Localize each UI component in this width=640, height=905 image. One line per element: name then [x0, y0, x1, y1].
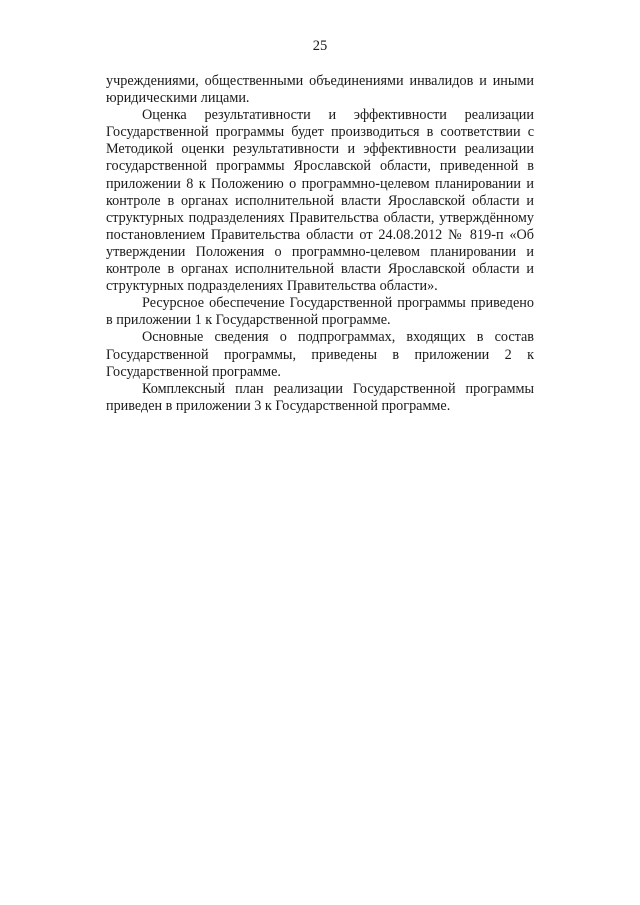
- page-number: 25: [312, 38, 328, 54]
- paragraph-resources: Ресурсное обеспечение Государственной программы приведено в приложении 1 к Государственной программе.: [106, 295, 534, 329]
- document-body: [106, 73, 534, 415]
- paragraph-subprograms: Основные сведения о подпрограммах, входящих в состав Государственной программы, приведены в приложении 2 к Государственной программе.: [106, 329, 534, 380]
- paragraph-implementation-plan: Комплексный план реализации Государственной программы приведен в приложении 3 к Государственной программе.: [106, 380, 534, 414]
- paragraph-evaluation: Оценка результативности и эффективности реализации Государственной программы будет производиться в соответствии с Методикой оценки результативности и эффективности реализации государственной программы Ярославской области, приведенной в приложении 8 к Положению о программно-целевом планировании и контроле в органах исполнительной власти Ярославской области и структурных подразделениях Правительства области, утверждённому постановлением Правительства области от 24.08.2012 № 819-п «Об утверждении Положения о программно-целевом планировании и контроле в органах исполнительной власти Ярославской области и структурных подразделениях Правительства области».: [106, 107, 534, 295]
- paragraph-continuation: учреждениями, общественными объединениями инвалидов и иными юридическими лицами.: [106, 73, 534, 107]
